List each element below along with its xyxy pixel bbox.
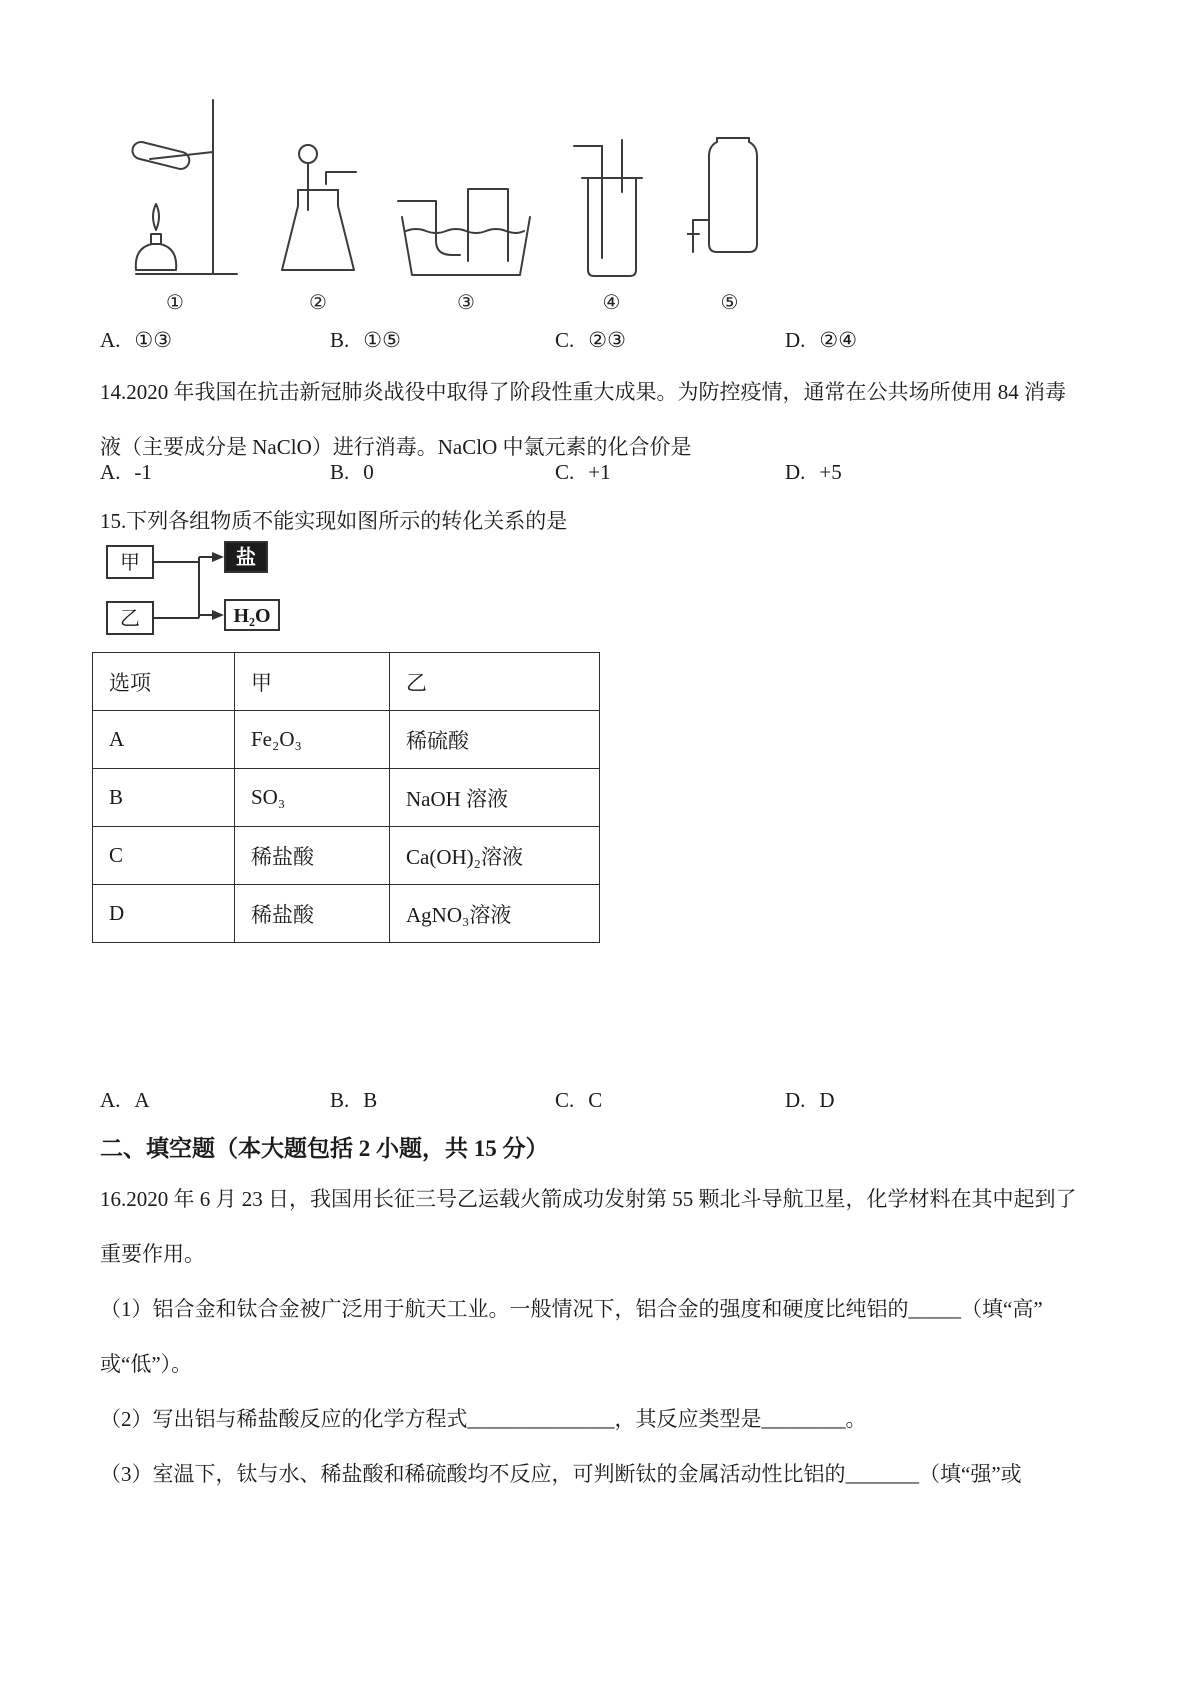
diagram-water-label: H₂O bbox=[233, 605, 271, 627]
table-cell: NaOH 溶液 bbox=[390, 769, 600, 827]
q16-line-4: 或“低”）。 bbox=[100, 1352, 193, 1376]
arrow-to-salt-icon bbox=[212, 552, 224, 562]
q15-options-row bbox=[100, 1088, 1150, 1118]
q15-option-d: D. D bbox=[785, 1088, 835, 1112]
q16-line-1: 16.2020 年 6 月 23 日，我国用长征三号乙运载火箭成功发射第 55 颗北斗导航卫星，化学材料在其中起到了 bbox=[100, 1187, 1077, 1211]
table-cell: Ca(OH)₂溶液 bbox=[390, 827, 600, 885]
table-cell: Fe₂O₃ bbox=[235, 711, 390, 769]
table-row bbox=[93, 769, 600, 827]
q14-option-d: D. +5 bbox=[785, 460, 842, 484]
q16-line-6: （3）室温下，钛与水、稀盐酸和稀硫酸均不反应，可判断钛的金属活动性比铝的_______（填“强”或 bbox=[100, 1462, 1022, 1486]
q13-option-d: D. ②④ bbox=[785, 328, 858, 352]
q14-options-row bbox=[100, 460, 1150, 490]
gas-bottle-icon bbox=[564, 132, 659, 282]
q14-stem bbox=[100, 365, 1066, 475]
apparatus-item-3 bbox=[396, 157, 536, 315]
table-cell: B bbox=[93, 769, 235, 827]
q15-option-b: B. B bbox=[330, 1088, 378, 1112]
q14-option-c: C. +1 bbox=[555, 460, 611, 484]
q16-line-5: （2）写出铝与稀盐酸反应的化学方程式______________，其反应类型是________。 bbox=[100, 1407, 867, 1431]
table-row bbox=[93, 827, 600, 885]
table-row bbox=[93, 885, 600, 943]
q14-stem-line-2: 液（主要成分是 NaClO）进行消毒。NaClO 中氯元素的化合价是 bbox=[100, 435, 692, 459]
q16-block bbox=[100, 1172, 1077, 1502]
diagram-yi-label: 乙 bbox=[120, 608, 140, 630]
q15-transformation-diagram bbox=[103, 540, 293, 642]
apparatus-number-1: ① bbox=[166, 292, 184, 314]
table-cell: A bbox=[93, 711, 235, 769]
arrow-to-water-icon bbox=[212, 610, 224, 620]
apparatus-number-4: ④ bbox=[602, 292, 621, 314]
apparatus-number-5: ⑤ bbox=[720, 292, 739, 314]
q13-option-b: B. ①⑤ bbox=[330, 328, 401, 352]
table-cell: SO₃ bbox=[235, 769, 390, 827]
q13-option-a: A. ①③ bbox=[100, 328, 173, 352]
table-header-option: 选项 bbox=[93, 653, 235, 711]
alcohol-lamp-heating-icon bbox=[110, 92, 240, 282]
flask-generator-icon bbox=[268, 132, 368, 282]
apparatus-item-5 bbox=[687, 132, 772, 315]
q15-stem: 15.下列各组物质不能实现如图所示的转化关系的是 bbox=[100, 509, 568, 533]
water-trough-collection-icon bbox=[396, 157, 536, 282]
apparatus-item-1 bbox=[110, 92, 240, 315]
apparatus-item-2 bbox=[268, 132, 368, 315]
table-header-jia: 甲 bbox=[235, 653, 390, 711]
q15-option-a: A. A bbox=[100, 1088, 150, 1112]
q16-line-2: 重要作用。 bbox=[100, 1242, 205, 1266]
q13-option-c: C. ②③ bbox=[555, 328, 626, 352]
table-cell: AgNO₃溶液 bbox=[390, 885, 600, 943]
table-cell: 稀硫酸 bbox=[390, 711, 600, 769]
diagram-jia-label: 甲 bbox=[120, 552, 140, 574]
table-header-yi: 乙 bbox=[390, 653, 600, 711]
apparatus-item-4 bbox=[564, 132, 659, 315]
q14-option-b: B. 0 bbox=[330, 460, 374, 484]
table-cell: 稀盐酸 bbox=[235, 827, 390, 885]
section-2-heading: 二、填空题（本大题包括 2 小题，共 15 分） bbox=[100, 1136, 549, 1161]
q16-line-3: （1）铝合金和钛合金被广泛用于航天工业。一般情况下，铝合金的强度和硬度比纯铝的_____（填“高” bbox=[100, 1297, 1043, 1321]
apparatus-figure bbox=[110, 92, 772, 315]
table-row bbox=[93, 711, 600, 769]
q15-option-c: C. C bbox=[555, 1088, 603, 1112]
apparatus-number-2: ② bbox=[309, 292, 327, 314]
apparatus-number-3: ③ bbox=[457, 292, 475, 314]
diagram-salt-label: 盐 bbox=[236, 547, 256, 569]
q15-table bbox=[92, 652, 600, 943]
table-cell: C bbox=[93, 827, 235, 885]
table-cell: D bbox=[93, 885, 235, 943]
q14-stem-line-1: 14.2020 年我国在抗击新冠肺炎战役中取得了阶段性重大成果。为防控疫情，通常在公共场所使用 84 消毒 bbox=[100, 380, 1066, 404]
q13-options-row bbox=[100, 328, 1150, 358]
table-header-row bbox=[93, 653, 600, 711]
q14-option-a: A. -1 bbox=[100, 460, 152, 484]
bottle-side-tube-icon bbox=[687, 132, 772, 282]
table-cell: 稀盐酸 bbox=[235, 885, 390, 943]
